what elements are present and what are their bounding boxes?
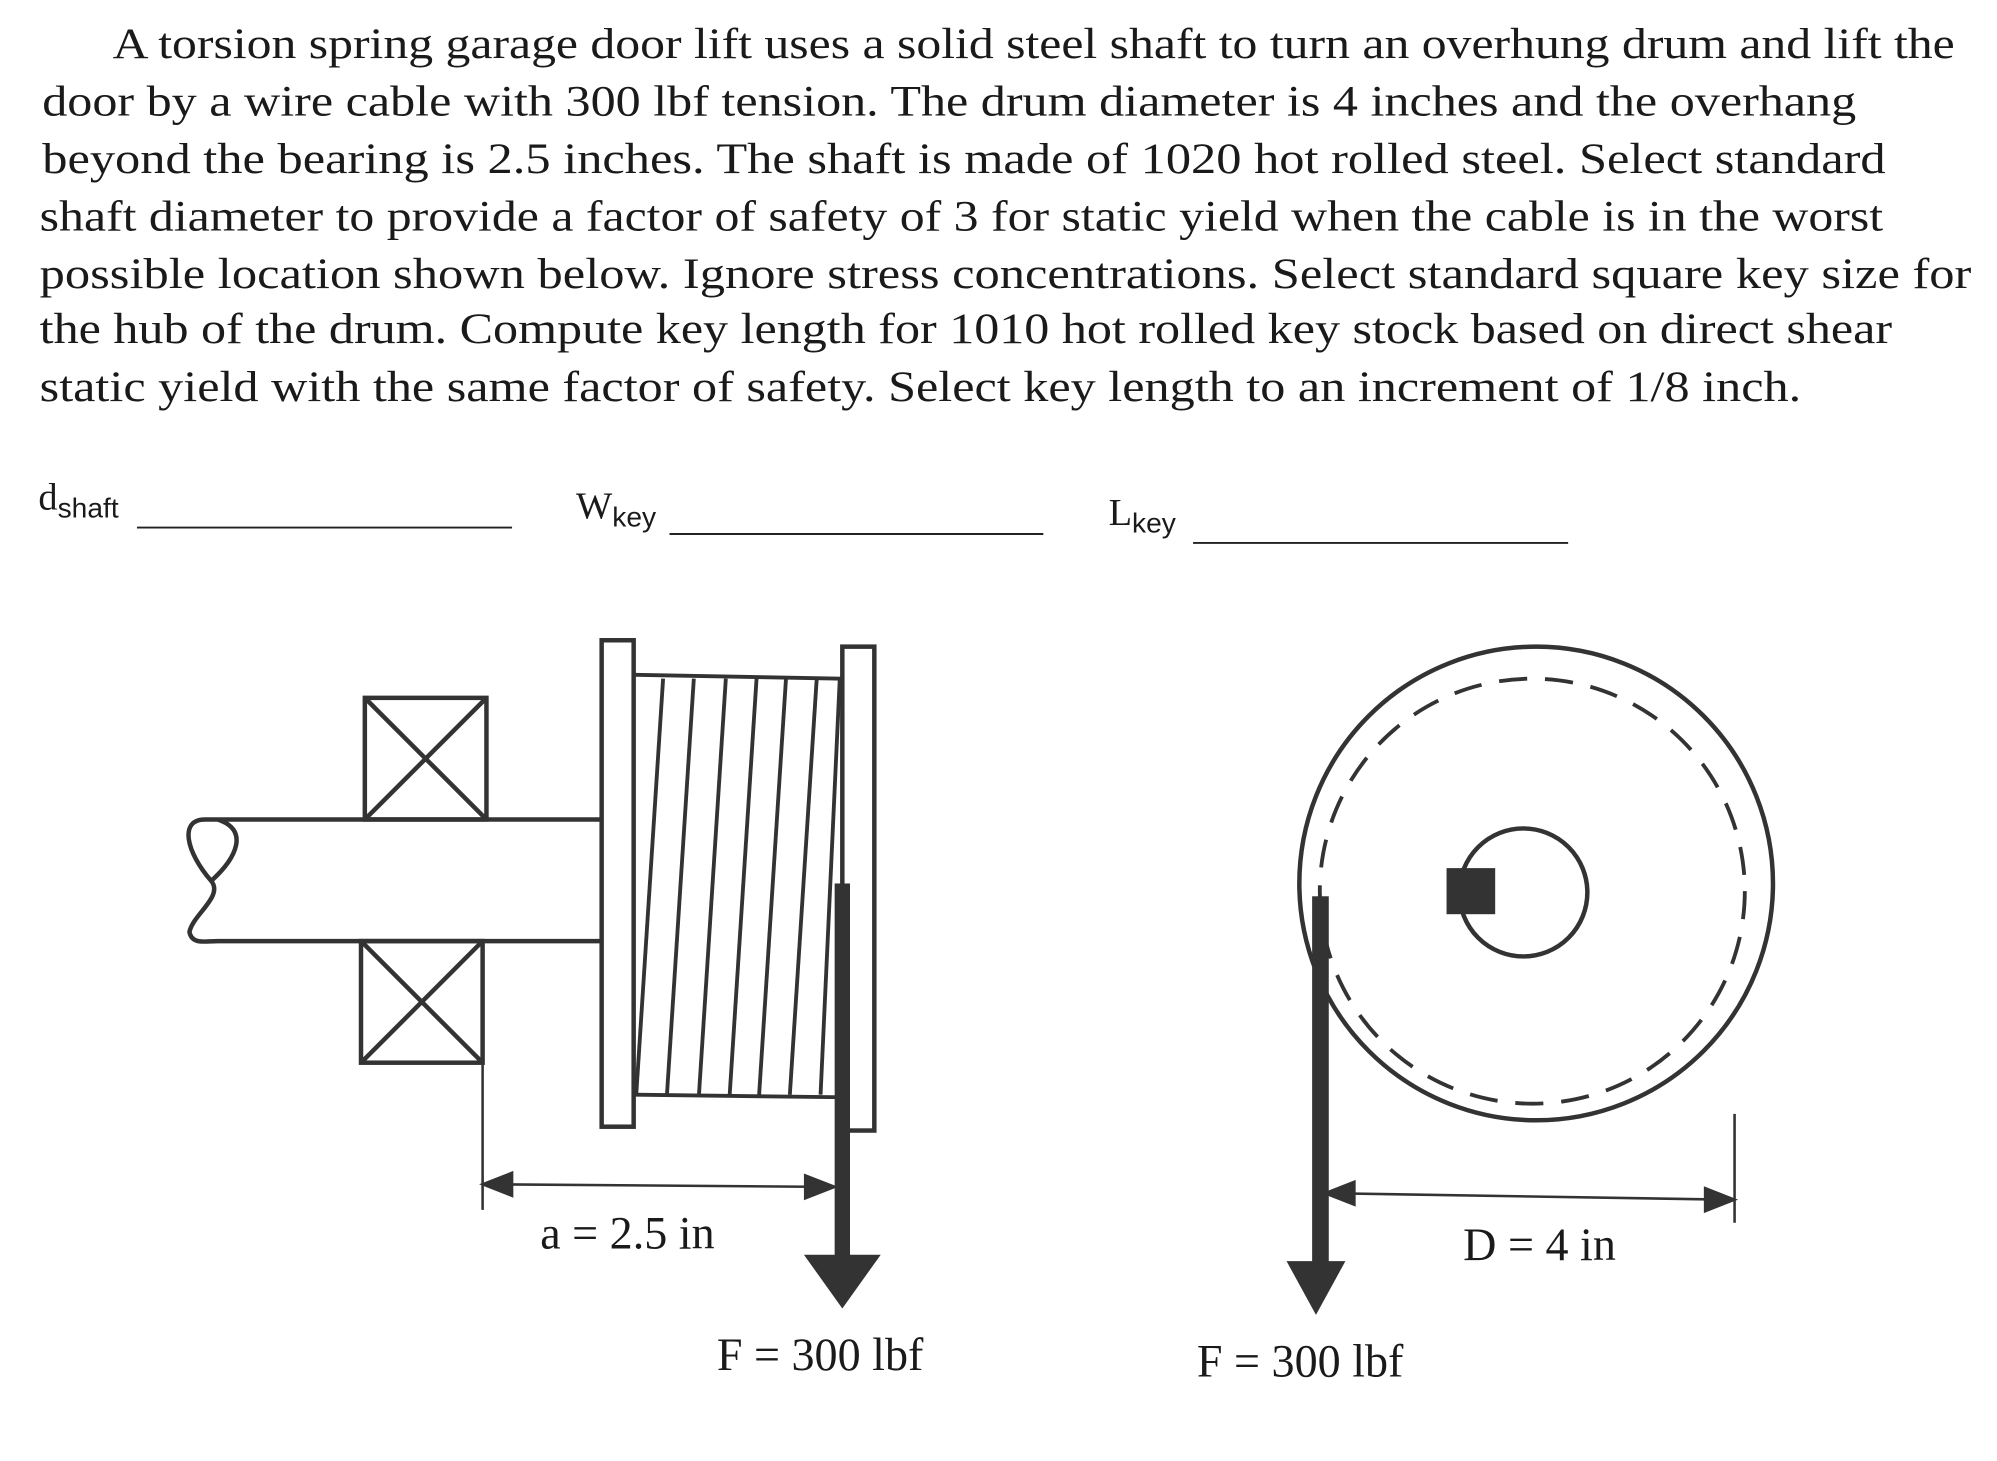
side-force-label: F = 300 lbf <box>716 1328 924 1380</box>
answer-blanks <box>38 477 1568 543</box>
w-key-label: $W_{key}$ <box>576 485 657 533</box>
drum-pitch-circle <box>1320 679 1745 1104</box>
problem-line: possible location shown below. Ignore stress concentrations. Select standard square key size for <box>39 250 1972 299</box>
end-view-diagram <box>1287 647 1773 1315</box>
d-shaft-label: $d_{shaft}$ <box>38 476 119 524</box>
key-icon <box>1447 868 1496 914</box>
dimension-d-label: D = 4 in <box>1463 1218 1616 1270</box>
bearing-bottom-icon <box>361 941 483 1063</box>
l-key-label: $L_{key}$ <box>1108 492 1176 539</box>
bearing-top-icon <box>365 698 487 820</box>
side-view-diagram <box>189 640 881 1308</box>
drum-body <box>634 675 843 1097</box>
problem-line: the hub of the drum. Compute key length for 1010 hot rolled key stock based on direct shear <box>39 305 1893 354</box>
drum-left-flange <box>602 640 634 1126</box>
problem-statement <box>40 20 1972 411</box>
end-force-label: F = 300 lbf <box>1196 1335 1404 1387</box>
problem-line: door by a wire cable with 300 lbf tension. The drum diameter is 4 inches and the overhang <box>42 77 1857 126</box>
problem-line: static yield with the same factor of safety. Select key length to an increment of 1/8 inch. <box>39 362 1802 411</box>
dimension-d <box>1325 1114 1735 1223</box>
problem-line: shaft diameter to provide a factor of safety of 3 for static yield when the cable is in the worst <box>39 192 1884 241</box>
dimension-a <box>483 1063 835 1210</box>
problem-line: A torsion spring garage door lift uses a solid steel shaft to turn an overhung drum and lift the <box>112 19 1955 68</box>
drum-outer-circle <box>1299 647 1773 1121</box>
problem-line: beyond the bearing is 2.5 inches. The shaft is made of 1020 hot rolled steel. Select standard <box>42 135 1886 184</box>
shaft <box>189 819 602 941</box>
force-arrow-icon <box>1287 896 1346 1315</box>
dimension-a-label: a = 2.5 in <box>540 1207 715 1259</box>
